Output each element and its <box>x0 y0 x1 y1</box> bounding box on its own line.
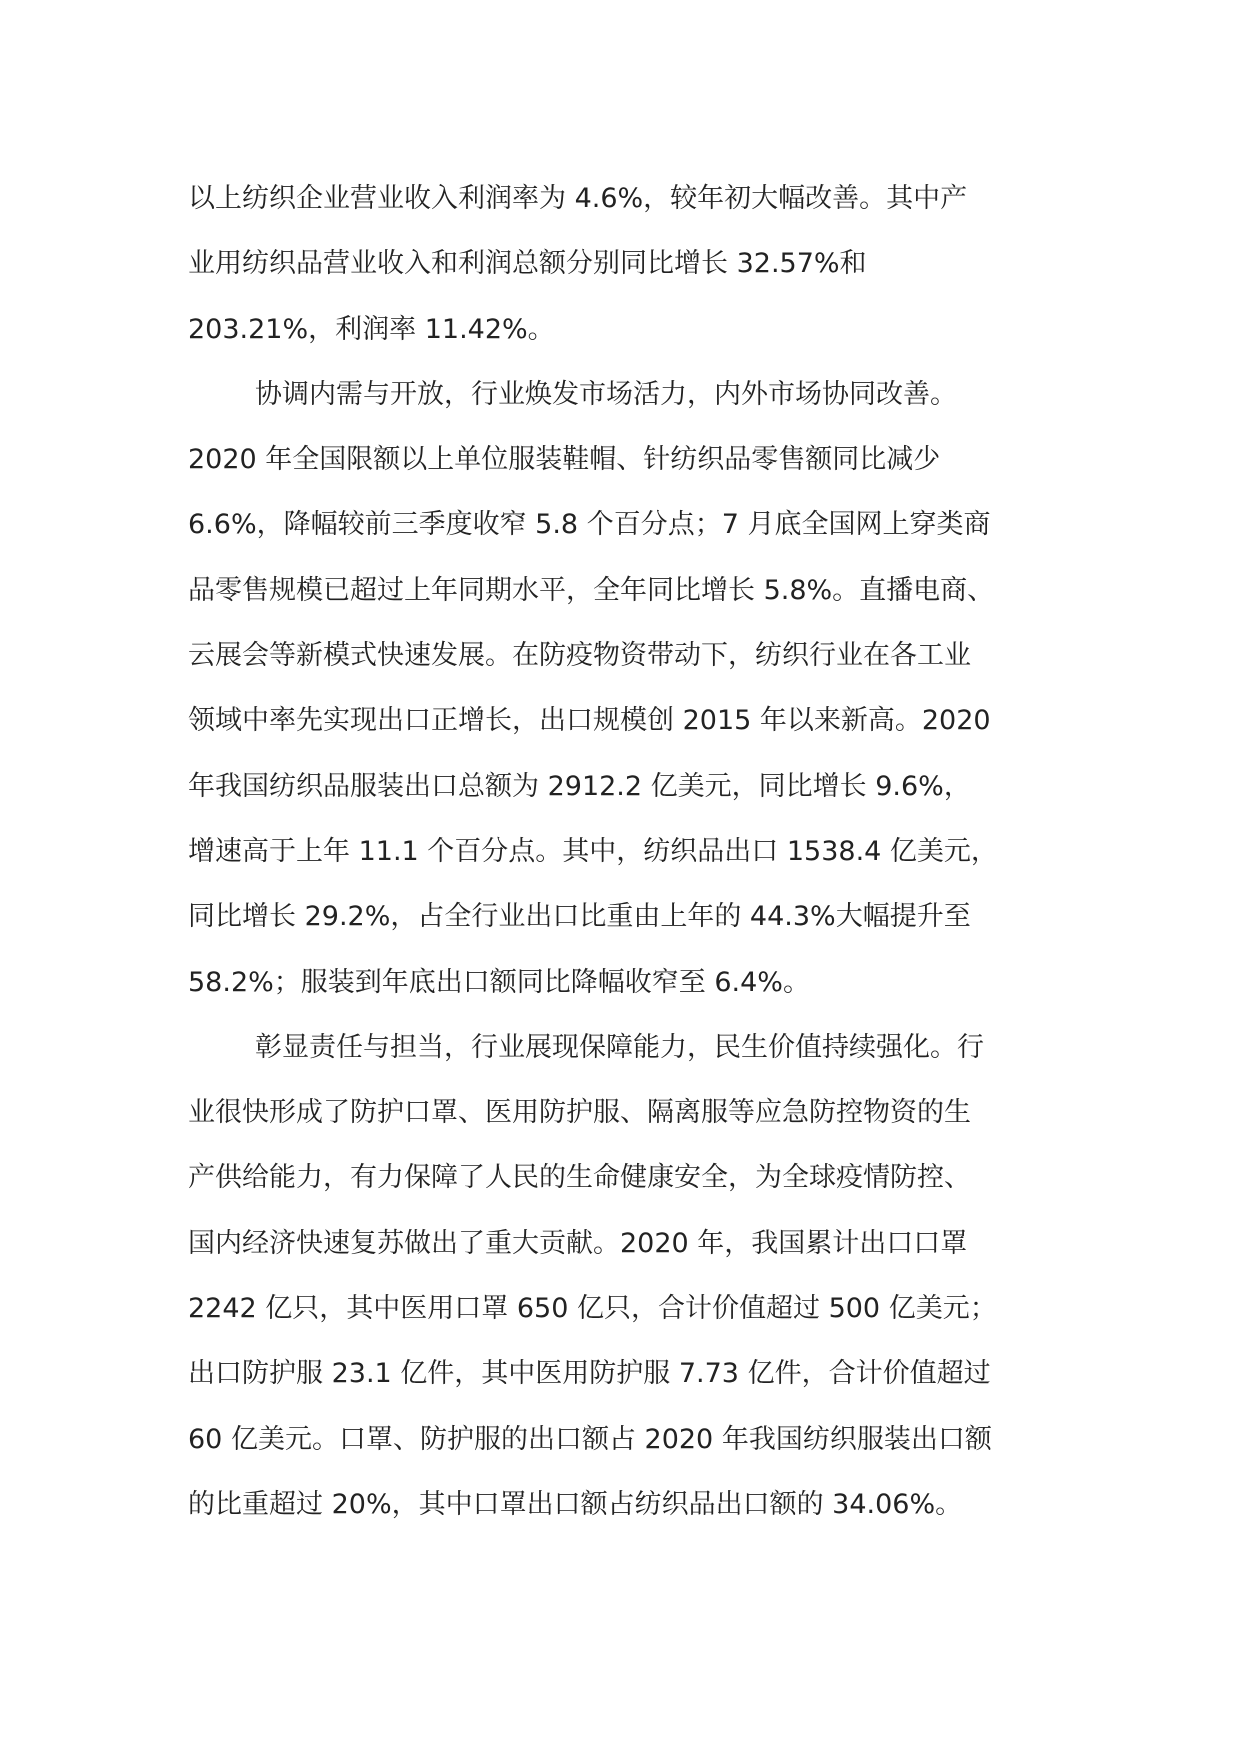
text-line: 的比重超过 20%，其中口罩出口额占纺织品出口额的 34.06%。 <box>188 1488 963 1520</box>
text-line: 60 亿美元。口罩、防护服的出口额占 2020 年我国纺织服装出口额 <box>188 1423 992 1455</box>
text-line: 2242 亿只，其中医用口罩 650 亿只，合计价值超过 500 亿美元； <box>188 1293 997 1325</box>
text-line: 增速高于上年 11.1 个百分点。其中，纺织品出口 1538.4 亿美元， <box>188 835 998 867</box>
text-line: 年我国纺织品服装出口总额为 2912.2 亿美元，同比增长 9.6%， <box>188 770 971 802</box>
paragraph-3 <box>188 1015 1068 1537</box>
text-line: 出口防护服 23.1 亿件，其中医用防护服 7.73 亿件，合计价值超过 <box>188 1358 991 1390</box>
text-line: 203.21%，利润率 11.42%。 <box>188 313 555 345</box>
paragraph-2 <box>188 362 1068 1015</box>
text-line: 业用纺织品营业收入和利润总额分别同比增长 32.57%和 <box>188 248 867 280</box>
text-line: 彰显责任与担当，行业展现保障能力，民生价值持续强化。行 <box>255 1031 984 1063</box>
text-line: 品零售规模已超过上年同期水平，全年同比增长 5.8%。直播电商、 <box>188 574 995 606</box>
text-line: 国内经济快速复苏做出了重大贡献。2020 年，我国累计出口口罩 <box>188 1227 968 1259</box>
text-line: 以上纺织企业营业收入利润率为 4.6%，较年初大幅改善。其中产 <box>188 183 968 214</box>
text-line: 6.6%，降幅较前三季度收窄 5.8 个百分点；7 月底全国网上穿类商 <box>188 509 991 541</box>
text-line: 2020 年全国限额以上单位服装鞋帽、针纺织品零售额同比减少 <box>188 444 941 476</box>
text-line: 云展会等新模式快速发展。在防疫物资带动下，纺织行业在各工业 <box>188 640 971 672</box>
paragraph-1 <box>188 166 1068 362</box>
text-line: 领域中率先实现出口正增长，出口规模创 2015 年以来新高。2020 <box>188 705 991 737</box>
body-text <box>188 166 1068 1537</box>
text-line: 同比增长 29.2%，占全行业出口比重由上年的 44.3%大幅提升至 <box>188 901 971 933</box>
text-line: 业很快形成了防护口罩、医用防护服、隔离服等应急防控物资的生 <box>188 1097 971 1129</box>
text-line: 58.2%；服装到年底出口额同比降幅收窄至 6.4%。 <box>188 966 810 998</box>
text-line: 协调内需与开放，行业焕发市场活力，内外市场协同改善。 <box>255 378 957 410</box>
text-line: 产供给能力，有力保障了人民的生命健康安全，为全球疫情防控、 <box>188 1162 971 1194</box>
